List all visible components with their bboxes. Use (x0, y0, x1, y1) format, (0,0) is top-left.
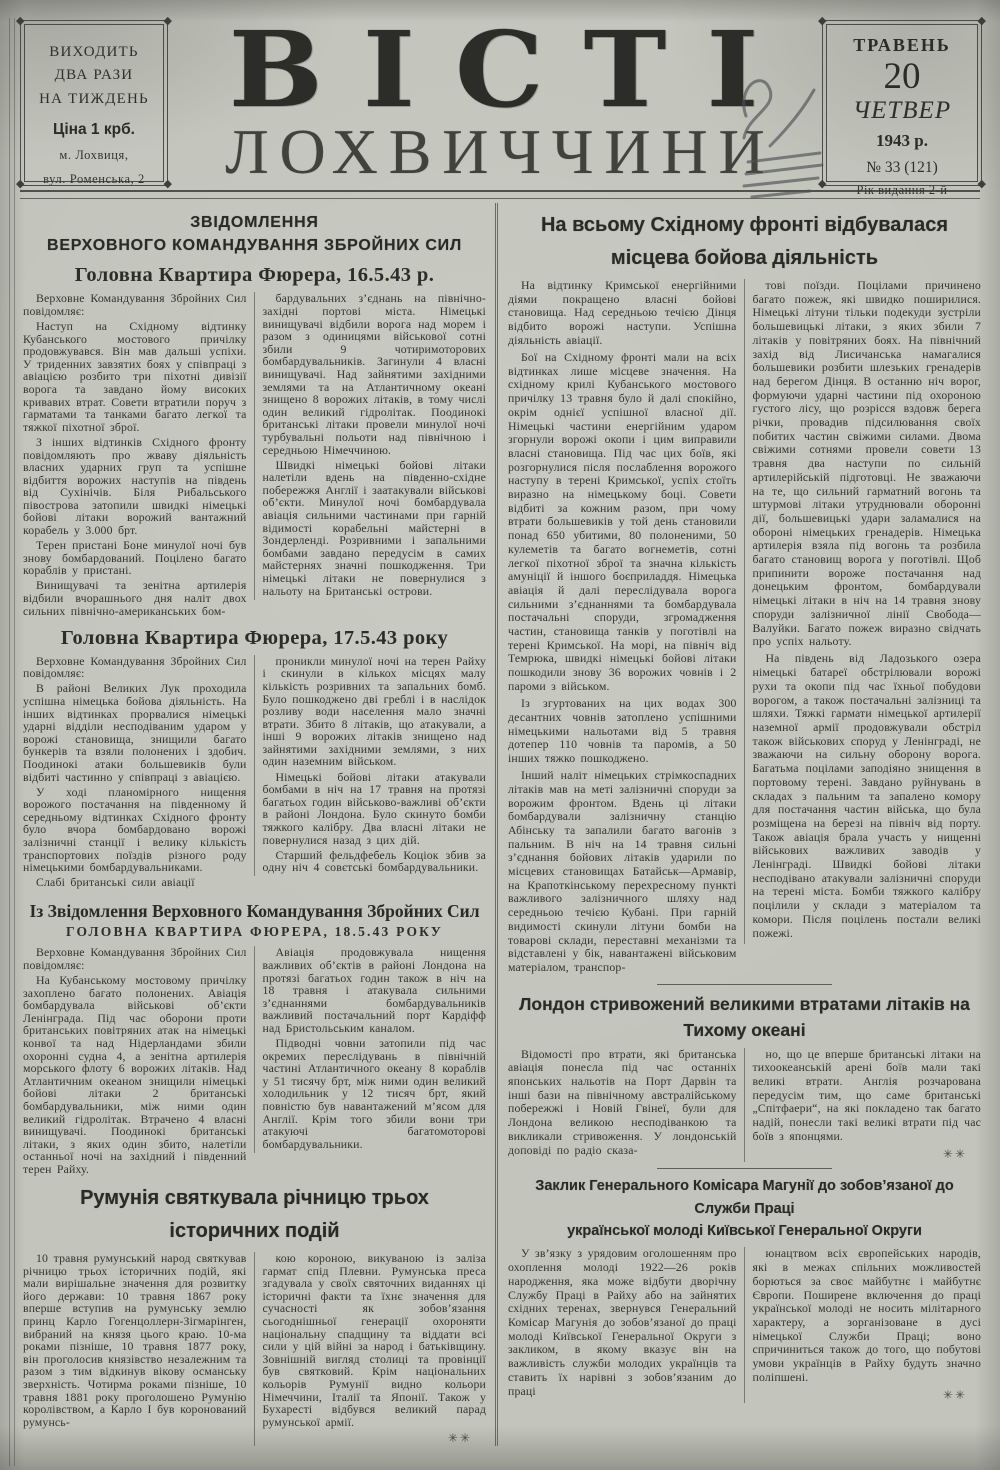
article-column (254, 946, 488, 1153)
masthead (0, 0, 1000, 197)
schedule-line: НА ТИЖДЕНЬ (39, 90, 149, 107)
publication-schedule (25, 41, 163, 111)
article-headline (507, 209, 982, 275)
corner-diamond-ornament: ◆ (818, 178, 827, 190)
article-separator-rule (657, 984, 832, 985)
newspaper-title: ВІСТІ (228, 8, 799, 131)
article-column (744, 279, 983, 944)
paragraph: Німецькі бойові літаки атакували бомбами в ніч на 17 травня на протязі багатьох годин військово-важливі об’єкти в районі Лондона. Було скинуто бомби тяжкого калібру. Два власні літаки не повернулися назад з цих дій. (262, 769, 486, 847)
paragraph: юнацтвом всіх європейських народів, які в межах спільних можливостей борються за своє майбутнє і майбутнє Європи. Поширене включення до праці української молоді не носить мілітарного характеру, а зорганізоване в дусі німецької Служби Праці; воно спричиниться також до того, що побутові умови українців в Райху будуть значно поліпшені. (752, 1246, 981, 1384)
paragraph: но, що це вперше британські літаки на тихоокеанській арені боїв мали такі великі втрати. Англія розчарована передусім тим, що саме британські „Спітфаери“, на які покладено так багато надій, понесли такі великі втрати під час боїв з японцями. (752, 1046, 981, 1143)
issue-day: 20 (883, 56, 921, 97)
headline-line: Румунія святкувала річницю трьох (80, 1187, 429, 1210)
page-body (20, 203, 982, 1446)
paragraph: В районі Великих Лук проходила успішна німецька бойова діяльність. На інших відтинках прорвалися німецькі ударні відділи несподіваним ударом у ворожі становища, знищили багато бункерів та взяли полонених і здобич. Поодинокі атаки большевиків були відбиті частинно у співпраці з авіацією. (23, 681, 247, 784)
article-column (22, 292, 254, 619)
article-columns (22, 655, 487, 892)
headline-line: місцева бойова діяльність (610, 247, 879, 269)
issue-weekday: ЧЕТВЕР (852, 96, 952, 124)
paragraph: Із згуртованих на цих водах 300 десантних човнів затоплено успішними німецькими нальотами від 5 травня дотепер 110 човнів та паромів, а 50 інших тяжко пошкоджено. (508, 696, 737, 765)
article-column (254, 1252, 488, 1446)
publisher-street: вул. Роменська, 2 (43, 171, 145, 186)
paragraph: Верховне Командування Збройних Сил повідомляє: (23, 291, 247, 318)
corner-diamond-ornament: ◆ (163, 178, 172, 190)
paragraph: кою короною, викуваною із заліза гармат спід Плевни. Румунська преса згадувала у своїх святочних виданнях ці історичні факти та їхнє значення для сучасності як зобов’язання сьогоднішньої генерації охороняти національну спадщину та віддати всі сили у цій війні за народ і батьківщину. Зовнішній вигляд столиці та провінції був святковий. Крім національних кольорів Румунії видно кольори Німеччини, Італії та Японії. Також у Бухаресті відбувся великий парад румунської армії. (262, 1251, 486, 1429)
headline-line: української молоді Київської Генеральної Округи (567, 1223, 922, 1240)
headline-line: історичних подій (169, 1220, 340, 1243)
article-london-losses (507, 991, 982, 1162)
paragraph: На південь від Ладозького озера німецькі батареї обстрілювали ворожі рухи та окопи під час їхньої побудови ворогом, а також постачальні залізниці та шляхи. Тяжкі гармати німецької артилерії наземної армії продовжували обстріл також військових споруд у Ленінграді, не зважаючи на сильну оборону ворога. Багатьма поцілами заподіяно знищення в портовому терені. Завдано руйнувань в складах з пальним та запалено комору для постачання частин війська, що була розміщена на березі на північ від порту. Також авіація брала участь у нищенні військових важливих заводів у Ленінграді. Швидкі бойові літаки несподівано атакували залізничні споруди на терені міста. Бомби тяжкого калібру поцілили у склади з матеріалом та комори. Після поцілень постали великі пожежі. (752, 651, 981, 940)
date-issue-box (818, 15, 986, 197)
newspaper-title-second-line: ЛОХВИЧЧИНИ (225, 115, 776, 187)
article-ovk-report-18-5 (22, 901, 487, 1178)
paragraph: Старший фельдфебель Коціок збив за одну ніч 4 совєтські бомбардувальники. (262, 847, 486, 875)
headline-line: На всьому Східному фронті відбувалася (540, 214, 949, 236)
corner-diamond-ornament: ◆ (977, 178, 986, 190)
article-end-mark: ✳✳ (942, 1147, 967, 1162)
article-column (507, 1048, 744, 1161)
paragraph: Швидкі німецькі бойові літаки налетіли вдень на південно-східне побережжя Англії і заатакували військові об’єкти. Минулої ночі бомбардувала авіація сильними частинами при гарній відимості корабельні майстерні в Зондерленді. Розривними і запальними бомбами завдано передусім в самих майстернях значні пошкодження. Три німецькі літаки не повернулися з нальоту на Британські острови. (262, 457, 486, 598)
paragraph: бардувальних з’єднань на північно-західні портові міста. Німецькі винищувачі відбили ворога над морем і разом з одиницями військової сотні збили 9 чотиримоторових бомбардувальників. Загинули 4 власні винищувачі. Над зайнятими західними землями та на Атлантичному океані знищено 8 ворожих літаків, в тому числі один великий гідролітак. Поодинокі британські літаки провели минулої ночі турбувальні польоти над північною і середньою Німеччиною. (262, 291, 486, 457)
article-subheadline: ГОЛОВНА КВАРТИРА ФЮРЕРА, 18.5.43 РОКУ (66, 924, 443, 940)
corner-diamond-ornament: ◆ (16, 15, 25, 27)
paragraph: Верховне Командування Збройних Сил повідомляє: (23, 653, 247, 681)
corner-diamond-ornament: ◆ (977, 15, 986, 27)
paragraph: Інший наліт німецьких стрімкоспадних літаків мав на меті залізничні споруди за ворожим фронтом. Вдень ці літаки бомбардували залізничну станцію Абінську та запалили багато вагонів з пальним. В ніч на 14 травня сильні з’єднання бойових літаків ударили по місцевих становищах Батайськ—Армавір, на Крапоткінському перехресному пункті важливого залізничного шляху над середньою течією Кубані. При гарній видимості скинули літуни бомби на товарові склади, переставні механізми та відставлені у бік, навантажені військовим матеріалом, транспор- (508, 768, 737, 974)
article-ovk-report-16-5 (22, 211, 487, 620)
article-subheadline: Головна Квартира Фюрера, 17.5.43 року (60, 626, 449, 649)
article-column (254, 292, 488, 599)
corner-diamond-ornament: ◆ (16, 178, 25, 190)
paragraph: У ході планомірного нищення ворожого постачання на південному й середньому відтинках Східного фронту було вчора бомбардовано ворожі залізничні станції і велику кількість транспортових поїздів різного роду німецькими бомбардувальниками. (23, 784, 247, 875)
paragraph: Слабі британські сили авіації (36, 875, 195, 890)
article-column (744, 1048, 983, 1162)
paragraph: Підводні човни затопили під час окремих переслідувань в північній частині Атлантичного океану 8 кораблів у 51 тисячу брт, між ними один великий холодильник у 12 тисяч брт, який повністю був навантажений м’ясом для Англії. Крім того збили вони три атакуючі багатомоторові бомбардувальники. (262, 1036, 486, 1151)
article-headline (507, 991, 982, 1044)
paragraph: проникли минулої ночі на терен Райху і скинули в кількох місцях малу кількість розривних та запальних бомб. Було пошкоджено дві греблі і в наслідок розливу води населення мало значні втрати. Збито 8 літаків, що атакували, а інші 9 ворожих літаків знищено над зайнятими західними землями, з них один наземним військом. (262, 653, 486, 769)
article-separator-rule (657, 1168, 832, 1169)
article-columns (507, 279, 982, 978)
paragraph: Наступ на Східному відтинку Кубанського мостового причілку продовжувався. Він мав дальші успіхи. У триденних завзятих боях у співпраці з авіацією розбито три піхотні дивізії ворога та завдано йому високих кривавих втрат. Совети втратили поруч з гарматами та танками багато легкої та тяжкої піхотної зброї. (23, 319, 247, 434)
article-romania-anniversary (22, 1182, 487, 1446)
paragraph: Терен пристані Боне минулої ночі був знову бомбардований. Поцілено багато кораблів у пристані. (23, 538, 247, 578)
corner-diamond-ornament: ◆ (818, 15, 827, 27)
paragraph: На відтинку Кримської енергійними діями покращено власні бойові становища. Над середньою течією Дінця відбито ворожі наступи. Успішна діяльність авіації. (508, 278, 737, 347)
column-text (263, 1252, 487, 1428)
page-edge-rule (9, 18, 15, 1466)
schedule-line: ДВА РАЗИ (54, 67, 134, 84)
article-column (507, 1247, 744, 1401)
article-column (22, 946, 254, 1178)
paragraph: Відомості про втрати, які британська авіація понесла під час останніх японських нальотів на Порт Дарвін та інші бази на північному австралійському побережжі і Новій Гвінеї, були для Лондона великою несподіванкою та викликали стривоження. У лондонській доповіді по радіо сказа- (508, 1046, 737, 1157)
article-column (254, 655, 488, 877)
article-ovk-report-17-5 (22, 627, 487, 892)
column-text (753, 1048, 982, 1144)
left-page-half (20, 203, 498, 1446)
publisher-city: м. Лохвиця, (59, 147, 129, 162)
publication-info-box (16, 15, 172, 190)
article-column (22, 655, 254, 892)
article-end-mark: ✳✳ (942, 1388, 967, 1403)
headline-line: ЗВІДОМЛЕННЯ (190, 214, 319, 231)
headline-line: Тихому океані (683, 1020, 806, 1041)
paragraph: Бої на Східному фронті мали на всіх відтинках лише місцеве значення. На східному крилі Кубанського мостового причілку 13 травня було й далі спокійно, окрім однієї успішної власної дії. Німецькі частини енергійним ударом згорнули ворожі окопи і цим виправили власні становища. Під час цих боїв, які розгорнулися після послаблення ворожого наступу в терені Кримської, успіх стоїть виразно на німецькому боці. Совети відбиті за кожним разом, при чому втрати большевиків у той день становили понад 650 убитими, 80 полоненими, 50 кулеметів та багато вогнеметів, сотні легкої піхотної зброї та значна кількість амуніції й іншого боєприладдя. Німецька авіація й далі переслідувала ворога сильними з’єднаннями та бомбардувала постачальні споруди, згромадження частин, становища танків у поготівлі на терені Кримської. На морі, на північ від Темрюка, швидкі німецькі бойові літаки пошкодили знову 36 ворожих човнів і 2 пароми з військом. (508, 350, 737, 693)
schedule-line: ВИХОДИТЬ (49, 44, 139, 60)
paragraph: У зв’язку з урядовим оголошенням про охоплення молоді 1922—26 років народження, яка може відбути дворічну Службу Праці в Райху або на зайнятих східних теренах, звернувся Генеральний Комісар Магунія до зобов’язаної до праці молоді Київської Генеральної Округи з закликом, в якому вказує він на важливість служби молодих українців та ставить їх нарівні з зобов’язаним до праці (508, 1246, 737, 1398)
paragraph: Авіація продовжувала нищення важливих об’єктів в районі Лондона на протязі багатьох годин також в ніч на 18 травня і атакувала сильними з’єднаннями бомбардувальників важливий постачальний порт Кардіфф над Бристольським каналом. (262, 945, 486, 1035)
article-labor-service-appeal (507, 1175, 982, 1403)
issue-month: ТРАВЕНЬ (853, 35, 951, 55)
headline-line: Заклик Генерального Комісара Магунії до зобов’язаної до Служби Праці (535, 1178, 954, 1217)
article-columns (22, 946, 487, 1178)
paragraph: Верховне Командування Збройних Сил повідомляє: (23, 945, 247, 972)
article-column (744, 1247, 983, 1403)
edition-year: Рік видання 2-й (856, 182, 948, 197)
paragraph: тові поїзди. Поцілами причинено багато пожеж, які швидко поширилися. Німецькі літуни тільки подекуди зустріли большевицькі літаки, з яких збили 7 літаків у повітряних боях. На північний захід від Лисичанська намагалися большевики розбити шлезьких гренадерів над берегом Дінця. В останню ніч ворог, формуючи ударні частини під охороною густого лісу, що розрісся вздовж берега річки, провадив підсилювання своїх побитих частин свіжими силами. Двома свіжими сотнями провели совети 13 травня два наступи по сильній артилерійській підготовці. Не зважаючи на те, що сильний гарматний вогонь та штурмові літаки утруднювали оборонні дії, большевицькі удари заламалися на обороні німецьких гренадерів. Німецька артилерія взяла під вогонь та розбила багато становищ ворога у поготівлі. Щоб припинити вороже постачання над донецьким фронтом, бомбардували німецькі літаки в ніч на 14 травня знову споруди залізничної лінії Свобода—Валуйки. Багато пожеж виразно свідчать про успіх нальоту. (752, 278, 981, 649)
article-headline (507, 1175, 982, 1242)
paragraph: 10 травня румунський народ святкував річницю трьох історичних подій, які мали вирішальне значення для розвитку його держави: 10 травня 1867 року вперше вступив на румунську землю принц Карло Гогенцоллерн-Зігмарінген, вибраний на князя цього краю. 10-ма роками пізніше, 10 травня 1877 року, він проголосив князівство незалежним та разом з тим відкинув вікову османську зверхність. Чотирма роками пізніше, 10 травня 1881 року проголошено Румунію королівством, а Карло І був коронований румунсь- (23, 1251, 247, 1429)
article-column (507, 279, 744, 978)
article-east-front (507, 209, 982, 978)
corner-diamond-ornament: ◆ (163, 15, 172, 27)
column-text (753, 1247, 982, 1384)
article-columns (507, 1048, 982, 1162)
article-columns (22, 1252, 487, 1446)
article-column (22, 1252, 254, 1431)
article-headline (22, 1182, 487, 1248)
article-subheadline: Головна Квартира Фюрера, 16.5.43 р. (74, 264, 435, 287)
article-columns (22, 292, 487, 619)
article-headline: Із Звідомлення Верховного Командування Збройних Сил (29, 901, 480, 922)
title-block (178, 8, 812, 187)
price-label: Ціна 1 крб. (53, 120, 135, 138)
paragraph: Винищувачі та зенітна артилерія відбили вчорашнього дня наліт двох сильних північно-американських бом- (23, 578, 247, 618)
paragraph: На Кубанському мостовому причілку захоплено багато полонених. Авіація бомбардувала військові об’єкти Ленінграда. Під час оборони проти британських повітряних атак на німецькі конвої та над Нідерландами збили охоронні судна 4, а зенітна артилерія морського флоту 6 ворожих літаків. Над Атлантичним океаном знищили німецькі бойові літаки 2 британські бомбардувальники, між ними один великий гідролітак. Втрачено 4 власні винищувачі. Поодинокі британські літаки, з яких один збито, налетіли останньої ночі на західний і південний терен Райху. (23, 973, 247, 1176)
headline-line: ВЕРХОВНОГО КОМАНДУВАННЯ ЗБРОЙНИХ СИЛ (46, 237, 463, 255)
issue-number: № 33 (121) (866, 158, 938, 176)
right-page-half (498, 203, 982, 1403)
headline-line: Лондон стривожений великими втратами літаків на (519, 994, 970, 1015)
paragraph: З інших відтинків Східного фронту повідомляють про жваву діяльність власних ударних груп та успішне відбиття ворожих наступів на південь від Сухінічів. Біля Рибальського півострова затопили швидкі німецькі бойові літаки ворожий вантажний корабель у 3.000 брт. (23, 434, 247, 538)
article-end-mark: ✳✳ (447, 1430, 472, 1445)
issue-year: 1943 р. (876, 130, 928, 150)
article-columns (507, 1247, 982, 1403)
article-headline (22, 211, 487, 257)
